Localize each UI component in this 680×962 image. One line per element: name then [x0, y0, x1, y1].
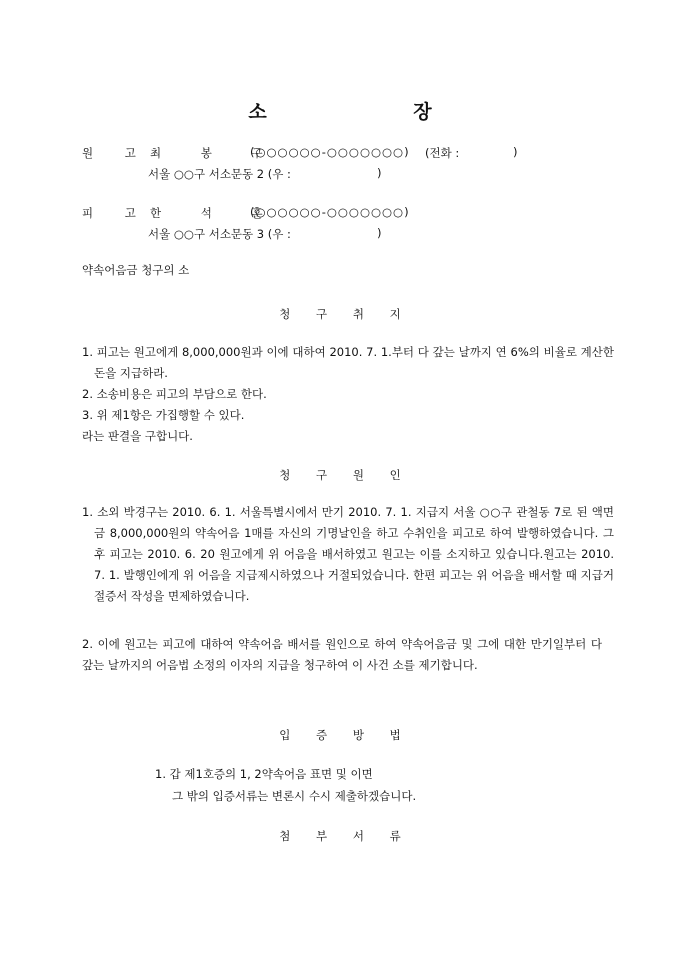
document-title: 소 장	[248, 101, 502, 123]
plaintiff-rrn: (○○○○○○-○○○○○○○)	[250, 145, 410, 159]
claim-purpose-item: 3. 위 제1항은 가집행할 수 있다.	[82, 408, 245, 422]
claim-purpose-item: 2. 소송비용은 피고의 부담으로 한다.	[82, 387, 267, 401]
claim-cause-item: 2. 이에 원고는 피고에 대하여 약속어음 배서를 원인으로 하여 약속어음금 및 그에 대한 만기일부터 다 갚는 날까지의 어음법 소정의 이자의 지급을 청구하여 이 사건 소를 제기합니다.	[82, 637, 602, 672]
evidence-line: 그 밖의 입증서류는 변론시 수시 제출하겠습니다.	[172, 789, 417, 803]
attachments-heading: 첨 부 서 류	[279, 829, 412, 843]
plaintiff-phone-close: )	[513, 145, 518, 159]
plaintiff-name: 최 봉 구	[150, 146, 281, 160]
claim-purpose-closing: 라는 판결을 구합니다.	[82, 429, 193, 443]
claim-purpose-heading: 청 구 취 지	[279, 307, 412, 321]
claim-cause-item: 1. 소외 박경구는 2010. 6. 1. 서울특별시에서 만기 2010. 7. 1. 지급지 서울 ○○구 관철동 7로 된 액면 금 8,000,000원의 약속어음 1매를 자신의 기명날인을 하고 수취인을 피고로 하여 발행하였습니다. 그 후 피고는 2010. 6. 20 원고에게 위 어음을 배서하였고 원고는 이를 소지하고 있습니다.원고는 2010. 7. 1. 발행인에게 위 어음을 지급제시하였으나 거절되었습니다. 한편 피고는 위 어음을 배서할 때 지급거절증서 작성을 면제하였습니다.	[82, 505, 614, 603]
defendant-role: 피 고	[82, 206, 150, 220]
plaintiff-role: 원 고	[82, 146, 150, 160]
evidence-line: 1. 갑 제1호증의 1, 2약속어음 표면 및 이면	[155, 767, 373, 781]
defendant-postal-close: )	[377, 226, 382, 240]
defendant-name: 한 석 훈	[150, 206, 281, 220]
defendant-rrn: (○○○○○○-○○○○○○○)	[250, 205, 410, 219]
plaintiff-postal-close: )	[377, 166, 382, 180]
claim-cause-heading: 청 구 원 인	[279, 468, 412, 482]
evidence-heading: 입 증 방 법	[279, 728, 412, 742]
defendant-address: 서울 ○○구 서소문동 3 (우 :	[148, 227, 291, 241]
case-name: 약속어음금 청구의 소	[82, 263, 190, 277]
plaintiff-address: 서울 ○○구 서소문동 2 (우 :	[148, 167, 291, 181]
plaintiff-phone-label: (전화 :	[425, 146, 460, 160]
claim-purpose-item: 1. 피고는 원고에게 8,000,000원과 이에 대하여 2010. 7. 1.부터 다 갚는 날까지 연 6%의 비율로 계산한 돈을 지급하라.	[82, 345, 614, 380]
